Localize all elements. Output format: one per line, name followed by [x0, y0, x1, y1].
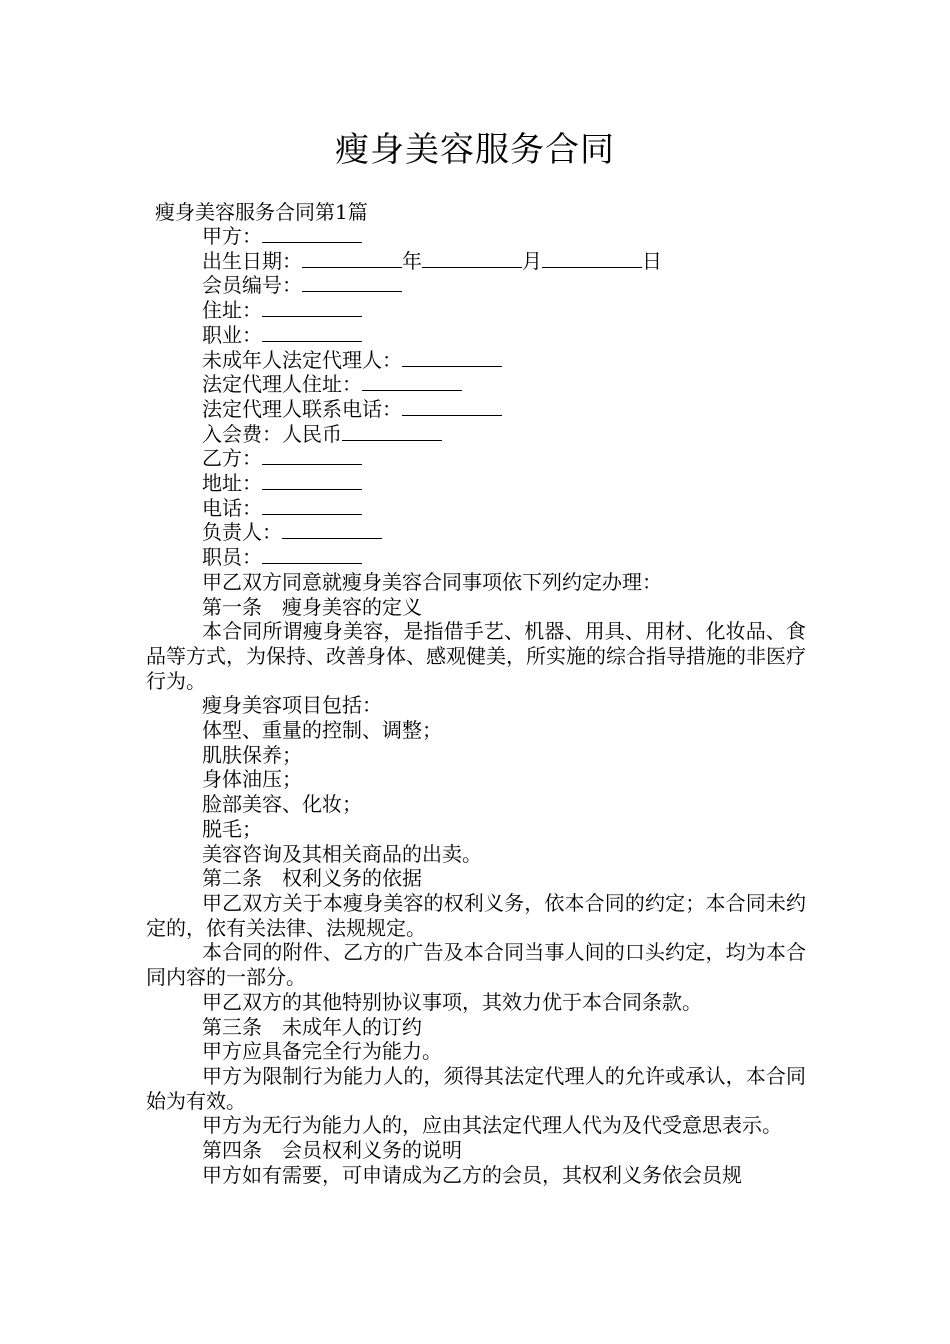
intro-paragraph: 甲乙双方同意就瘦身美容合同事项依下列约定办理：: [202, 569, 662, 594]
field-guardian-address: [146, 372, 806, 397]
blank-line: [262, 496, 362, 515]
blank-line: [262, 323, 362, 342]
blank-line: [402, 348, 502, 367]
article-number: 第四条: [202, 1138, 262, 1163]
blank-line: [262, 224, 362, 243]
contract-body: [146, 224, 806, 1187]
field-occupation: [146, 323, 806, 348]
article-name: 权利义务的依据: [282, 866, 422, 891]
field-party-a: [146, 224, 806, 249]
field-b-address: [146, 471, 806, 496]
field-label: 职业：: [202, 322, 262, 347]
field-b-phone: [146, 496, 806, 521]
paragraph: 甲方如有需要，可申请成为乙方的会员，其权利义务依会员规: [202, 1162, 742, 1187]
list-item: 脱毛；: [202, 816, 262, 841]
paragraph: 甲乙双方关于本瘦身美容的权利义务，依本合同的约定；本合同未约定的，依有关法律、法规规定。: [146, 890, 806, 940]
field-birth-date: [146, 249, 806, 274]
day-label: 日: [642, 248, 662, 273]
article-heading: [146, 1138, 806, 1163]
page-title: 瘦身美容服务合同: [335, 130, 615, 170]
blank-line: [302, 249, 402, 268]
blank-line: [422, 249, 522, 268]
field-guardian: [146, 348, 806, 373]
blank-line: [342, 422, 442, 441]
field-label: 会员编号：: [202, 273, 302, 298]
field-label: 入会费：人民币: [202, 421, 342, 446]
paragraph: 瘦身美容项目包括：: [202, 693, 382, 718]
field-b-staff: [146, 545, 806, 570]
blank-line: [282, 520, 382, 539]
article-number: 第一条: [202, 594, 262, 619]
paragraph: 甲方为无行为能力人的，应由其法定代理人代为及代受意思表示。: [202, 1113, 782, 1138]
blank-line: [542, 249, 642, 268]
field-label: 电话：: [202, 495, 262, 520]
blank-line: [262, 545, 362, 564]
field-guardian-phone: [146, 397, 806, 422]
blank-line: [302, 273, 402, 292]
field-label: 法定代理人住址：: [202, 372, 362, 397]
article-name: 未成年人的订约: [282, 1014, 422, 1039]
field-address: [146, 298, 806, 323]
field-label: 职员：: [202, 545, 262, 570]
field-label: 乙方：: [202, 446, 262, 471]
article-number: 第二条: [202, 866, 262, 891]
blank-line: [262, 298, 362, 317]
article-heading: [146, 595, 806, 620]
blank-line: [402, 397, 502, 416]
list-item: 美容咨询及其相关商品的出卖。: [202, 841, 482, 866]
field-label: 法定代理人联系电话：: [202, 396, 402, 421]
field-label: 甲方：: [202, 224, 262, 248]
article-name: 会员权利义务的说明: [282, 1138, 462, 1163]
article-heading: [146, 866, 806, 891]
field-fee: [146, 422, 806, 447]
field-label: 负责人：: [202, 520, 282, 545]
field-label: 未成年人法定代理人：: [202, 347, 402, 372]
list-item: 脸部美容、化妆；: [202, 792, 362, 817]
blank-line: [262, 471, 362, 490]
paragraph: 本合同所谓瘦身美容，是指借手艺、机器、用具、用材、化妆品、食品等方式，为保持、改善身体、感观健美，所实施的综合指导措施的非医疗行为。: [146, 619, 806, 693]
field-label: 地址：: [202, 471, 262, 496]
field-b-manager: [146, 520, 806, 545]
field-label: 住址：: [202, 298, 262, 323]
blank-line: [362, 372, 462, 391]
field-member-no: [146, 273, 806, 298]
year-label: 年: [402, 248, 422, 273]
month-label: 月: [522, 248, 542, 273]
paragraph: 甲方应具备完全行为能力。: [202, 1039, 442, 1064]
article-heading: [146, 1015, 806, 1040]
paragraph: 甲方为限制行为能力人的，须得其法定代理人的允许或承认，本合同始为有效。: [146, 1063, 806, 1113]
article-number: 第三条: [202, 1014, 262, 1039]
document-subtitle: 瘦身美容服务合同第1篇: [155, 200, 368, 224]
paragraph: 甲乙双方的其他特别协议事项，其效力优于本合同条款。: [202, 989, 702, 1014]
paragraph: 本合同的附件、乙方的广告及本合同当事人间的口头约定，均为本合同内容的一部分。: [146, 940, 806, 990]
list-item: 肌肤保养；: [202, 742, 302, 767]
field-party-b: [146, 446, 806, 471]
blank-line: [262, 446, 362, 465]
field-label: 出生日期：: [202, 248, 302, 273]
article-name: 瘦身美容的定义: [282, 594, 422, 619]
list-item: 体型、重量的控制、调整；: [202, 718, 442, 743]
list-item: 身体油压；: [202, 767, 302, 792]
